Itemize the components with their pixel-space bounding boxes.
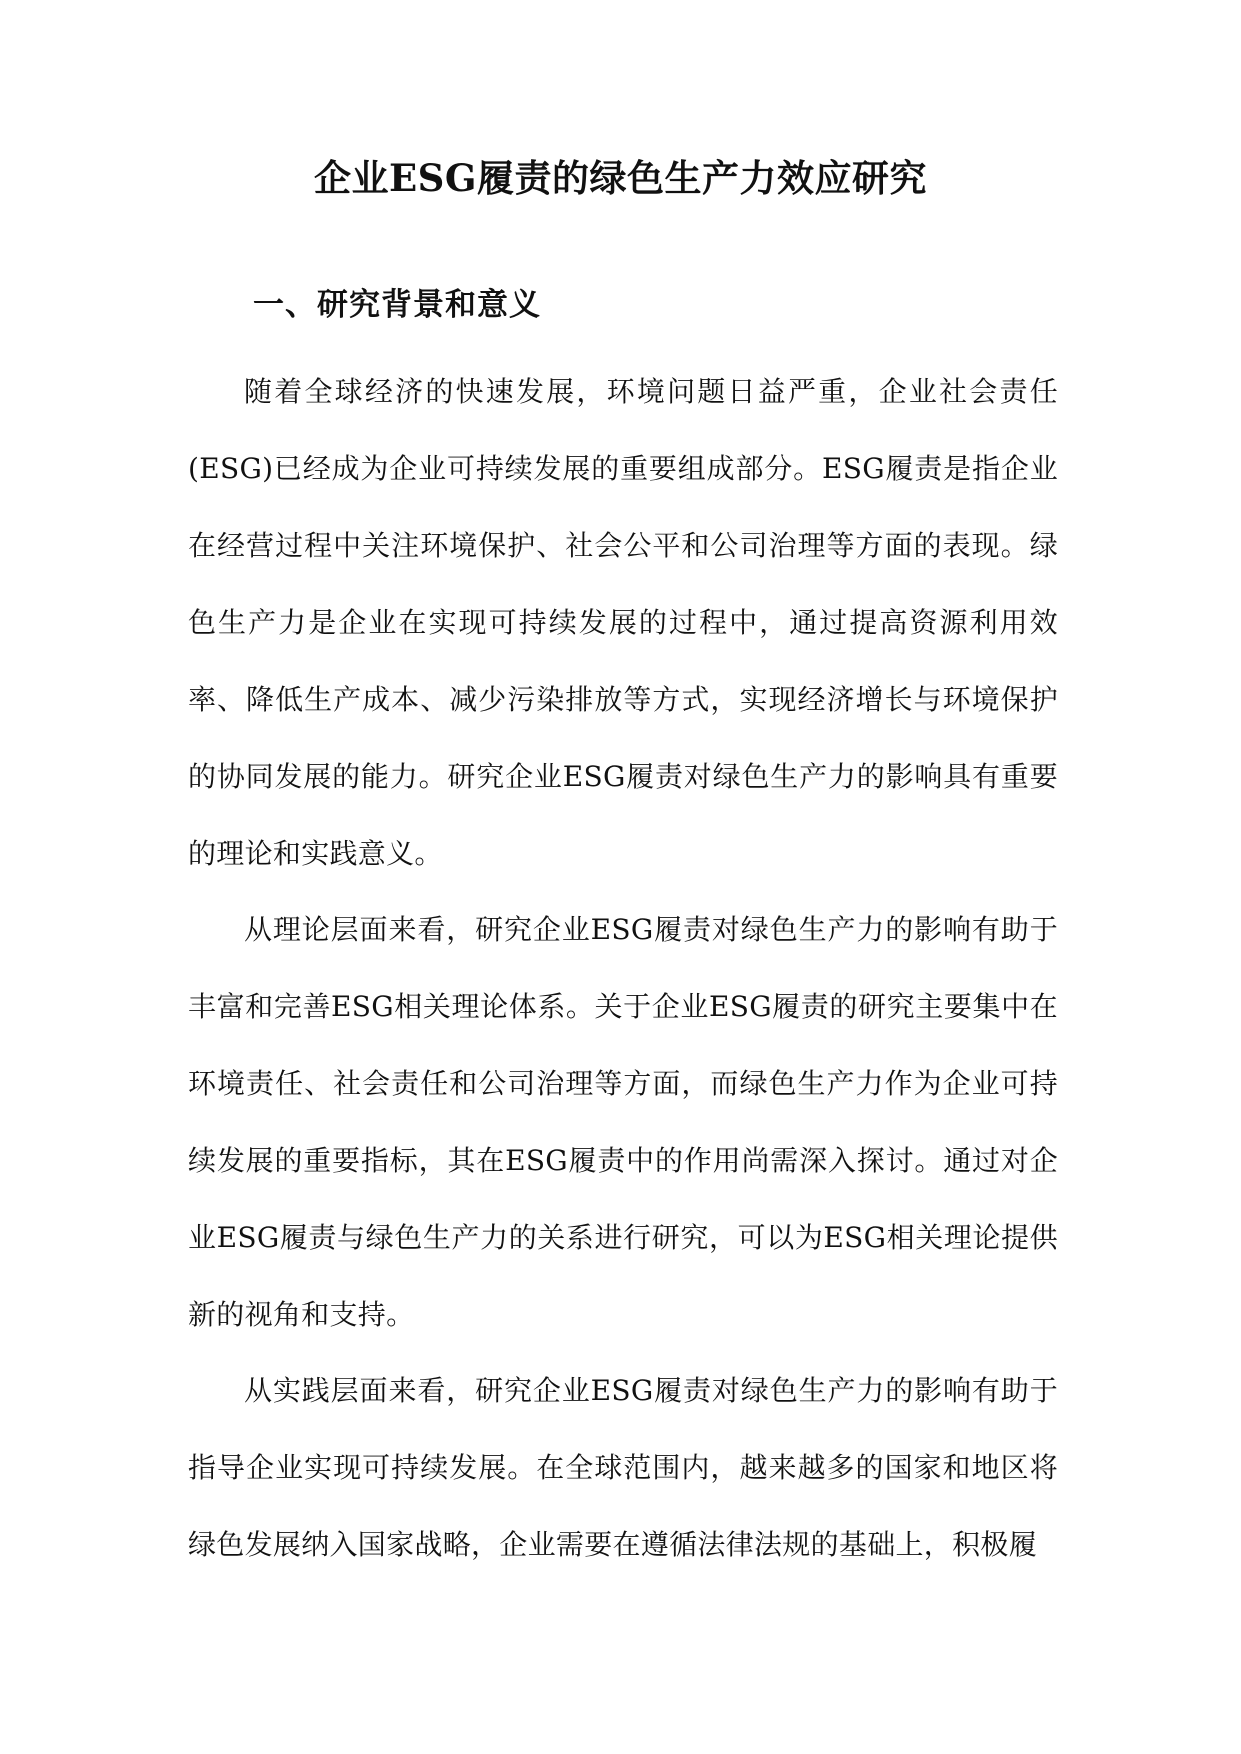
section-heading: 一、研究背景和意义 — [253, 287, 541, 323]
paragraph-background — [188, 353, 1058, 892]
paragraph-practice — [188, 1352, 1058, 1583]
document-title: 企业ESG履责的绿色生产力效应研究 — [313, 156, 928, 200]
paragraph-text: 从理论层面来看，研究企业ESG履责对绿色生产力的影响有助于丰富和完善ESG相关理论体系。关于企业ESG履责的研究主要集中在环境责任、社会责任和公司治理等方面，而绿色生产力作为企业可持续发展的重要指标，其在ESG履责中的作用尚需深入探讨。通过对企业ESG履责与绿色生产力的关系进行研究，可以为ESG相关理论提供新的视角和支持。 — [188, 913, 1058, 1331]
paragraph-text: 随着全球经济的快速发展，环境问题日益严重，企业社会责任(ESG)已经成为企业可持续发展的重要组成部分。ESG履责是指企业在经营过程中关注环境保护、社会公平和公司治理等方面的表现。绿色生产力是企业在实现可持续发展的过程中，通过提高资源利用效率、降低生产成本、减少污染排放等方式，实现经济增长与环境保护的协同发展的能力。研究企业ESG履责对绿色生产力的影响具有重要的理论和实践意义。 — [188, 375, 1058, 870]
paragraph-text: 从实践层面来看，研究企业ESG履责对绿色生产力的影响有助于指导企业实现可持续发展。在全球范围内，越来越多的国家和地区将绿色发展纳入国家战略，企业需要在遵循法律法规的基础上，积极履 — [188, 1374, 1058, 1561]
paragraph-theory — [188, 891, 1058, 1353]
